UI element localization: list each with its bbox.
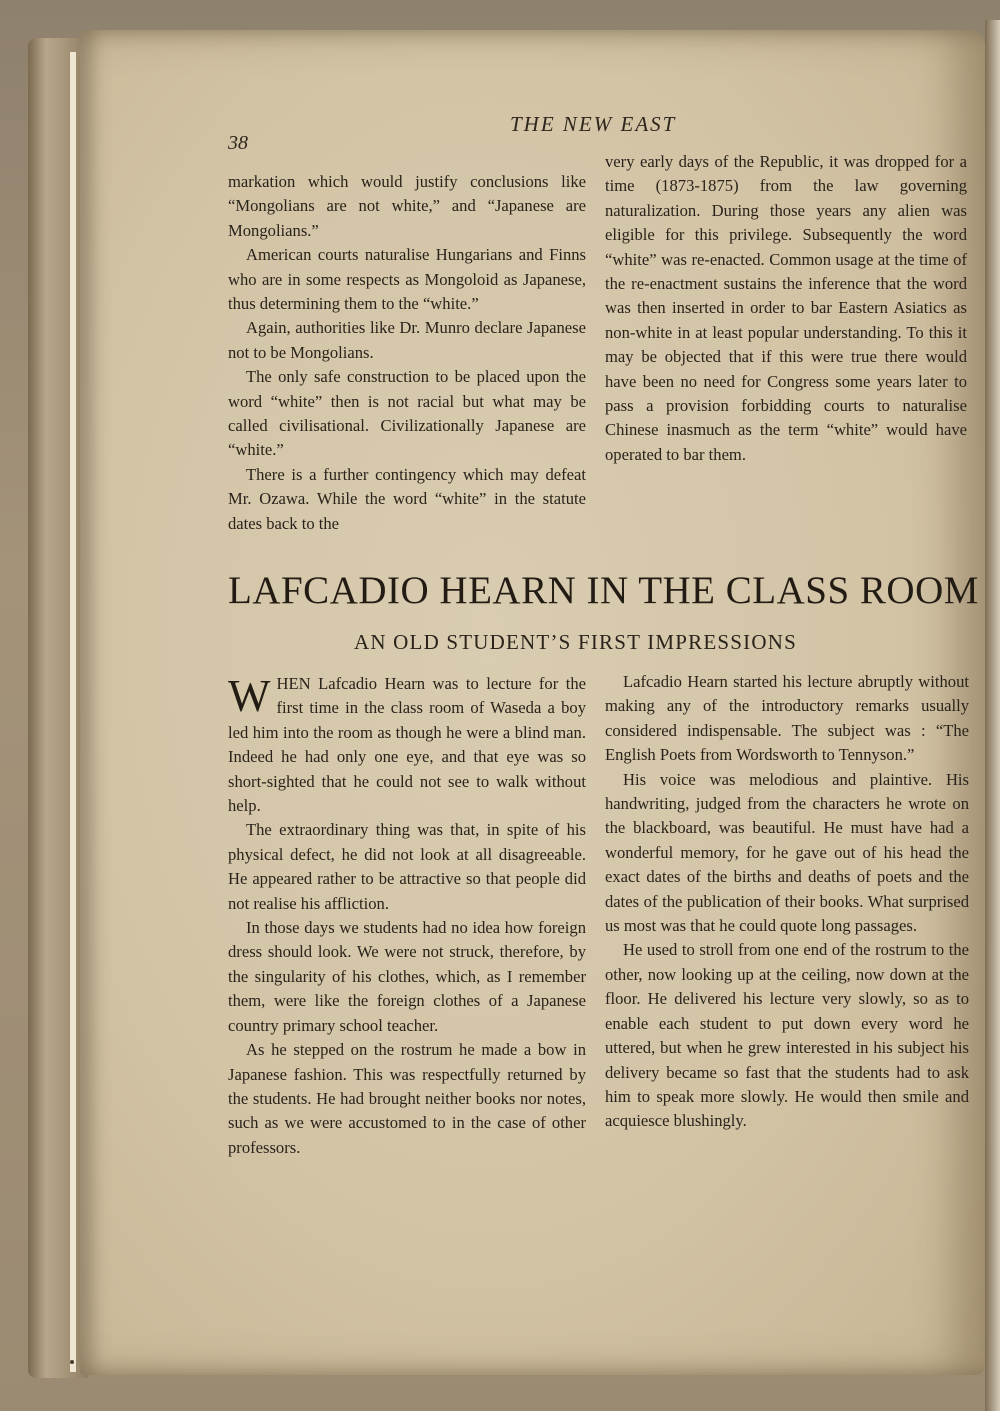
page-edge-strip — [70, 52, 76, 1372]
paragraph: The only safe construction to be placed upon the word “white” then is not racial but what may be called civilisational. Civilizationally Japanese are “white.” — [228, 367, 586, 460]
page-number: 38 — [228, 132, 248, 154]
paragraph: Lafcadio Hearn started his lecture abruptly without making any of the introductory remarks usually considered indispensable. The subject was : “The English Poets from Wordsworth to Tennyson.” — [605, 672, 969, 765]
running-title: THE NEW EAST — [510, 112, 677, 136]
paragraph — [228, 672, 586, 818]
paragraph: American courts naturalise Hungarians and Finns who are in some respects as Mongoloid as Japanese, thus determining them to the “white.” — [228, 245, 586, 314]
drop-cap: W — [228, 671, 271, 721]
article-left-column — [228, 672, 586, 1160]
article-right-column — [605, 670, 969, 1134]
article-title: LAFCADIO HEARN IN THE CLASS ROOM — [228, 569, 979, 612]
paragraph: There is a further contingency which may defeat Mr. Ozawa. While the word “white” in the statute dates back to the — [228, 464, 586, 533]
paragraph: As he stepped on the rostrum he made a bow in Japanese fashion. This was respectfully returned by the students. He had brought neither books nor notes, such as we were accustomed to in the case of other professors. — [228, 1040, 586, 1157]
paragraph: very early days of the Republic, it was dropped for a time (1873-1875) from the law governing naturalization. During those years any alien was eligible for this privilege. Subsequently the word “white” was re-enacted. Common usage at the time of the re-enactment sustains the inference that the word was then inserted in order to bar Eastern Asiatics as non-white in at least popular understanding. To this it may be objected that if this were true there would have been no need for Congress some years later to pass a provision forbidding courts to naturalise Chinese inasmuch as the term “white” would have operated to bar them. — [605, 152, 967, 464]
book-page-edges — [28, 38, 88, 1378]
spine-mark — [70, 1360, 74, 1364]
paragraph: Again, authorities like Dr. Munro declare Japanese not to be Mongolians. — [228, 318, 586, 362]
top-right-column — [605, 150, 967, 467]
paragraph: The extraordinary thing was that, in spite of his physical defect, he did not look at all disagreeable. He appeared rather to be attractive so that people did not realise his affliction. — [228, 820, 586, 913]
paragraph-text: HEN Lafcadio Hearn was to lecture for the first time in the class room of Waseda a boy led him into the room as though he were a blind man. Indeed he had only one eye, and that eye was so short-sighted that he could not see to walk without help. — [228, 674, 586, 816]
book-gutter — [985, 20, 1000, 1411]
article-subtitle: AN OLD STUDENT’S FIRST IMPRESSIONS — [354, 630, 797, 654]
paragraph: His voice was melodious and plaintive. His handwriting, judged from the characters he wrote on the blackboard, was beautiful. He must have had a wonderful memory, for he gave out of his head the exact dates of the births and deaths of poets and the dates of the publication of their books. What surprised us most was that he could quote long passages. — [605, 769, 969, 936]
paragraph: In those days we students had no idea how foreign dress should look. We were not struck, therefore, by the singularity of his clothes, which, as I remember them, were like the foreign clothes of a Japanese country primary school teacher. — [228, 918, 586, 1035]
paragraph: He used to stroll from one end of the rostrum to the other, now looking up at the ceiling, now down at the floor. He delivered his lecture very slowly, so as to enable each student to put down every word he uttered, but when he grew interested in his subject his delivery became so fast that the students had to ask him to speak more slowly. He would then smile and acquiesce blushingly. — [605, 940, 969, 1131]
paragraph: markation which would justify conclusions like “Mongolians are not white,” and “Japanese are Mongolians.” — [228, 172, 586, 240]
top-left-column — [228, 170, 586, 536]
